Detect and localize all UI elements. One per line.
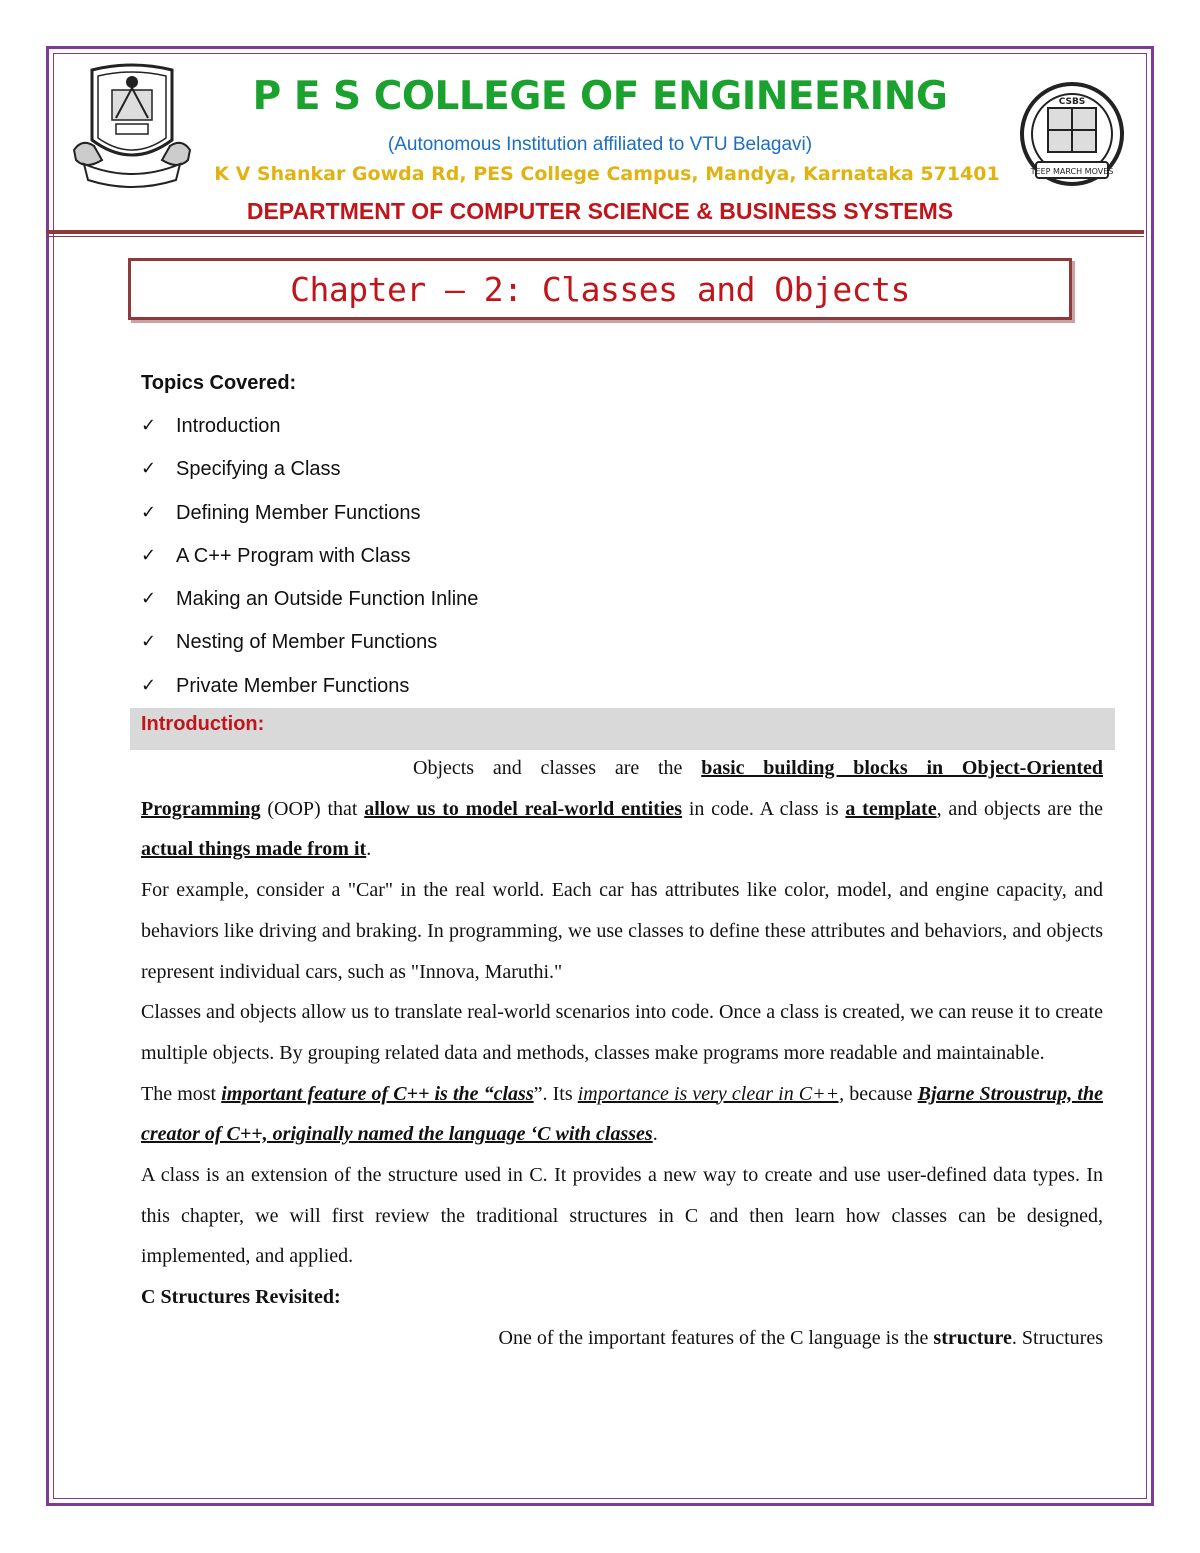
text-run: Objects and classes are the	[413, 757, 702, 779]
intro-paragraph-5: A class is an extension of the structure used in C. It provides a new way to create and use user-defined data types. In this chapter, we will first review the traditional structures in C and then learn how classes can be designed, implemented, and applied.	[141, 1164, 1103, 1268]
college-name: P E S COLLEGE OF ENGINEERING	[252, 74, 948, 119]
text-run: .	[366, 838, 372, 861]
introduction-heading: Introduction:	[141, 713, 265, 735]
list-item	[141, 453, 478, 496]
list-item	[141, 670, 478, 713]
text-run: One of the important features of the C language is the	[498, 1326, 934, 1349]
affiliation-text: (Autonomous Institution affiliated to VTU Belagavi)	[387, 134, 813, 155]
emphasis-run: Bjarne Stroustrup, the creator of C++, originally named the language ‘C with classes	[141, 1082, 1103, 1146]
intro-paragraph-4	[141, 1074, 1103, 1155]
list-item	[141, 497, 478, 540]
header-divider	[46, 230, 1144, 234]
emphasis-run: important feature of C++ is the “class	[221, 1082, 534, 1105]
text-run: .	[652, 1123, 658, 1146]
topics-list	[141, 410, 478, 713]
introduction-heading-bar	[130, 708, 1115, 750]
c-structures-heading: C Structures Revisited:	[141, 1286, 341, 1309]
topic-label: Making an Outside Function Inline	[176, 588, 479, 611]
college-address: K V Shankar Gowda Rd, PES College Campus, Mandya, Karnataka 571401	[214, 163, 1000, 185]
c-structures-paragraph	[141, 1318, 1103, 1359]
topics-heading: Topics Covered:	[141, 372, 297, 394]
emphasis-run: a template	[845, 797, 937, 820]
checkmark-icon: ✓	[141, 674, 157, 696]
checkmark-icon: ✓	[141, 415, 157, 436]
emphasis-run: allow us to model real-world entities	[364, 797, 683, 820]
emphasis-run: importance is very clear in C++,	[577, 1082, 845, 1105]
text-run: because	[844, 1082, 918, 1105]
header-divider-thin	[46, 236, 1144, 237]
intro-paragraph-3: Classes and objects allow us to translate real-world scenarios into code. Once a class is created, we can reuse it to create multiple objects. By grouping related data and methods, classes make programs more readable and maintainable.	[141, 1001, 1103, 1064]
emphasis-run: structure	[933, 1326, 1012, 1349]
checkmark-icon: ✓	[141, 631, 157, 653]
topic-label: Defining Member Functions	[176, 501, 421, 524]
list-item	[141, 583, 478, 626]
chapter-title: Chapter – 2: Classes and Objects	[290, 269, 910, 309]
topic-label: Introduction	[176, 415, 281, 437]
text-run: (OOP) that	[260, 797, 365, 820]
topic-label: Private Member Functions	[176, 674, 410, 697]
seal-motto: TEEP MARCH MOVES	[1030, 167, 1114, 176]
emphasis-run: basic building blocks in Object-Oriented Programming	[141, 757, 1103, 820]
body-text	[141, 748, 1103, 1359]
intro-paragraph-1	[141, 748, 1103, 870]
topic-label: A C++ Program with Class	[176, 544, 411, 567]
text-run: in code. A class is	[682, 797, 846, 820]
topic-label: Specifying a Class	[176, 458, 341, 481]
checkmark-icon: ✓	[141, 588, 157, 610]
chapter-title-box	[128, 258, 1072, 320]
text-run: , and objects are the	[936, 797, 1104, 820]
seal-badge: CSBS	[1058, 97, 1086, 107]
checkmark-icon: ✓	[141, 458, 157, 480]
checkmark-icon: ✓	[141, 544, 157, 566]
checkmark-icon: ✓	[141, 501, 157, 523]
text-run: ”. Its	[533, 1082, 578, 1105]
list-item	[141, 626, 478, 669]
intro-paragraph-2: For example, consider a "Car" in the real world. Each car has attributes like color, model, and engine capacity, and behaviors like driving and braking. In programming, we use classes to define these attributes and behaviors, and objects represent individual cars, such as "Innova, Maruthi."	[141, 879, 1103, 983]
text-run: . Structures	[1011, 1326, 1103, 1349]
department-name: DEPARTMENT OF COMPUTER SCIENCE & BUSINESS SYSTEMS	[246, 198, 954, 224]
topic-label: Nesting of Member Functions	[176, 631, 438, 654]
text-run: The most	[141, 1082, 222, 1105]
list-item	[141, 410, 478, 453]
emphasis-run: actual things made from it	[141, 838, 367, 861]
list-item	[141, 540, 478, 583]
